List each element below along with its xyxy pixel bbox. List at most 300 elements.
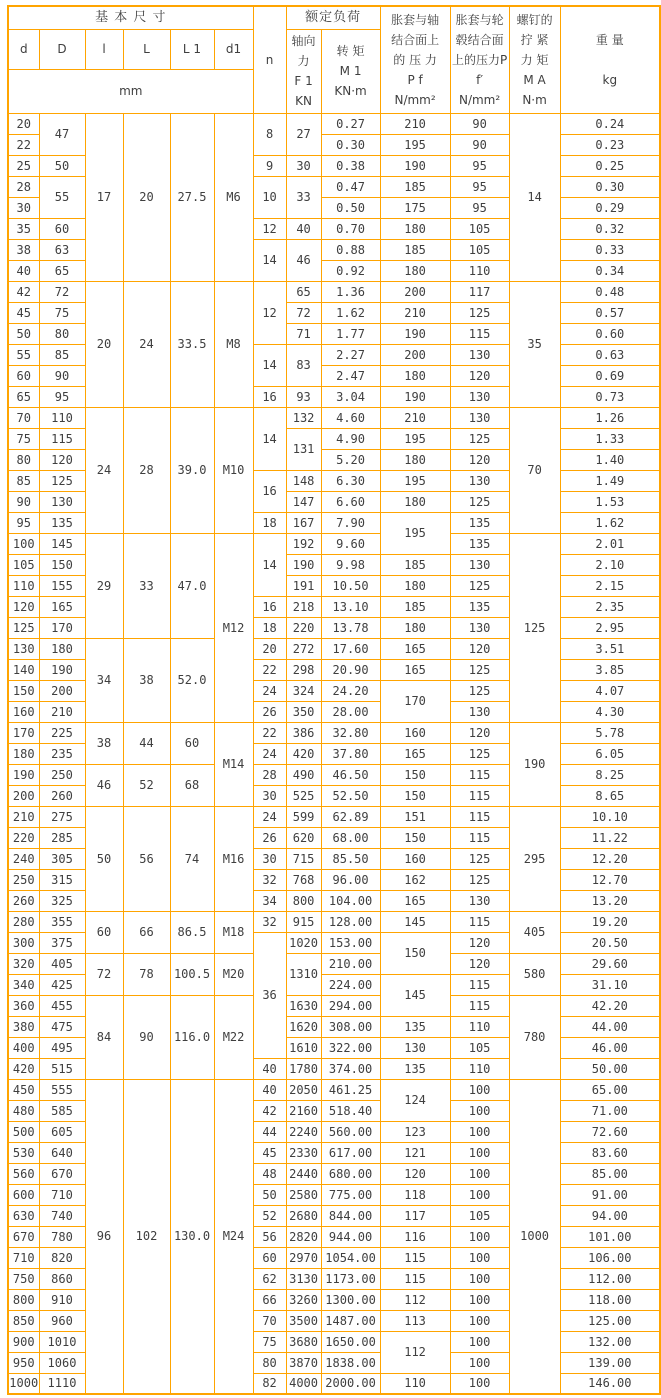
cell-Pfp: 100	[450, 1310, 509, 1331]
cell-M1: 944.00	[321, 1226, 380, 1247]
header-screw-torque: 螺钉的 拧 紧 力 矩 M A N·m	[509, 6, 560, 113]
cell-D: 820	[39, 1247, 85, 1268]
cell-D: 260	[39, 785, 85, 806]
cell-D: 80	[39, 323, 85, 344]
cell-D: 180	[39, 638, 85, 659]
cell-MA: 405	[509, 911, 560, 953]
cell-d: 210	[8, 806, 39, 827]
cell-Pf: 195	[380, 470, 450, 491]
cell-D: 120	[39, 449, 85, 470]
cell-n: 75	[253, 1331, 286, 1352]
cell-F1: 132	[286, 407, 321, 428]
cell-Pf: 195	[380, 428, 450, 449]
cell-d: 55	[8, 344, 39, 365]
cell-Pfp: 117	[450, 281, 509, 302]
cell-Pfp: 135	[450, 596, 509, 617]
cell-kg: 139.00	[560, 1352, 660, 1373]
cell-F1: 386	[286, 722, 321, 743]
cell-Pf: 175	[380, 197, 450, 218]
cell-l: 50	[85, 806, 123, 911]
cell-kg: 1.33	[560, 428, 660, 449]
cell-F1: 220	[286, 617, 321, 638]
cell-Pfp: 100	[450, 1289, 509, 1310]
cell-d: 260	[8, 890, 39, 911]
cell-Pf: 130	[380, 1037, 450, 1058]
cell-d: 480	[8, 1100, 39, 1121]
cell-kg: 31.10	[560, 974, 660, 995]
header-shaft-pressure: 胀套与轴 结合面上 的 压 力 P f N/mm²	[380, 6, 450, 113]
cell-Pfp: 120	[450, 449, 509, 470]
cell-d: 150	[8, 680, 39, 701]
cell-M1: 7.90	[321, 512, 380, 533]
cell-n: 14	[253, 344, 286, 386]
cell-M1: 3.04	[321, 386, 380, 407]
cell-F1: 1020	[286, 932, 321, 953]
cell-F1: 3870	[286, 1352, 321, 1373]
cell-n: 14	[253, 239, 286, 281]
cell-D: 250	[39, 764, 85, 785]
cell-F1: 2580	[286, 1184, 321, 1205]
cell-kg: 0.69	[560, 365, 660, 386]
cell-M1: 294.00	[321, 995, 380, 1016]
cell-D: 710	[39, 1184, 85, 1205]
cell-d: 320	[8, 953, 39, 974]
cell-Pfp: 100	[450, 1121, 509, 1142]
cell-M1: 32.80	[321, 722, 380, 743]
cell-F1: 2330	[286, 1142, 321, 1163]
cell-Pfp: 100	[450, 1268, 509, 1289]
cell-d: 120	[8, 596, 39, 617]
cell-Pf: 150	[380, 827, 450, 848]
cell-D: 355	[39, 911, 85, 932]
table-row	[8, 764, 660, 785]
cell-kg: 2.10	[560, 554, 660, 575]
cell-Pfp: 125	[450, 428, 509, 449]
cell-Pf: 123	[380, 1121, 450, 1142]
cell-M1: 68.00	[321, 827, 380, 848]
header-rated-load: 额定负荷	[286, 6, 380, 29]
cell-Pfp: 115	[450, 974, 509, 995]
cell-D: 225	[39, 722, 85, 743]
cell-kg: 72.60	[560, 1121, 660, 1142]
cell-d: 45	[8, 302, 39, 323]
cell-d: 800	[8, 1289, 39, 1310]
cell-Pf: 135	[380, 1058, 450, 1079]
cell-Pfp: 115	[450, 995, 509, 1016]
cell-D: 1110	[39, 1373, 85, 1394]
cell-kg: 1.49	[560, 470, 660, 491]
cell-Pfp: 130	[450, 470, 509, 491]
cell-kg: 19.20	[560, 911, 660, 932]
cell-Pf: 185	[380, 239, 450, 260]
cell-kg: 146.00	[560, 1373, 660, 1394]
cell-F1: 768	[286, 869, 321, 890]
cell-kg: 8.25	[560, 764, 660, 785]
cell-Pf: 124	[380, 1079, 450, 1121]
cell-Pf: 115	[380, 1247, 450, 1268]
cell-Pfp: 100	[450, 1226, 509, 1247]
cell-n: 12	[253, 218, 286, 239]
cell-kg: 10.10	[560, 806, 660, 827]
cell-D: 130	[39, 491, 85, 512]
cell-kg: 101.00	[560, 1226, 660, 1247]
cell-Pf: 135	[380, 1016, 450, 1037]
cell-M1: 560.00	[321, 1121, 380, 1142]
cell-Pfp: 125	[450, 680, 509, 701]
cell-d: 100	[8, 533, 39, 554]
cell-M1: 374.00	[321, 1058, 380, 1079]
cell-Pfp: 115	[450, 827, 509, 848]
cell-d: 670	[8, 1226, 39, 1247]
cell-L: 52	[123, 764, 170, 806]
cell-M1: 1300.00	[321, 1289, 380, 1310]
cell-L: 56	[123, 806, 170, 911]
cell-D: 640	[39, 1142, 85, 1163]
cell-D: 325	[39, 890, 85, 911]
cell-kg: 2.01	[560, 533, 660, 554]
cell-Pfp: 100	[450, 1184, 509, 1205]
cell-D: 455	[39, 995, 85, 1016]
cell-F1: 800	[286, 890, 321, 911]
cell-M1: 1173.00	[321, 1268, 380, 1289]
cell-D: 155	[39, 575, 85, 596]
cell-M1: 9.98	[321, 554, 380, 575]
cell-Pfp: 130	[450, 386, 509, 407]
cell-M1: 46.50	[321, 764, 380, 785]
cell-n: 48	[253, 1163, 286, 1184]
cell-M1: 4.60	[321, 407, 380, 428]
cell-Pf: 115	[380, 1268, 450, 1289]
cell-d: 280	[8, 911, 39, 932]
cell-D: 55	[39, 176, 85, 218]
cell-Pfp: 130	[450, 890, 509, 911]
cell-d: 1000	[8, 1373, 39, 1394]
cell-Pf: 150	[380, 932, 450, 974]
cell-Pf: 190	[380, 155, 450, 176]
cell-F1: 191	[286, 575, 321, 596]
cell-n: 22	[253, 722, 286, 743]
cell-kg: 0.24	[560, 113, 660, 134]
cell-n: 14	[253, 407, 286, 470]
table-body	[8, 113, 660, 1394]
cell-M1: 85.50	[321, 848, 380, 869]
cell-kg: 0.25	[560, 155, 660, 176]
cell-kg: 1.40	[560, 449, 660, 470]
cell-n: 60	[253, 1247, 286, 1268]
cell-Pf: 145	[380, 911, 450, 932]
cell-D: 60	[39, 218, 85, 239]
cell-L1: 47.0	[170, 533, 214, 638]
cell-kg: 125.00	[560, 1310, 660, 1331]
cell-Pfp: 100	[450, 1352, 509, 1373]
cell-kg: 11.22	[560, 827, 660, 848]
cell-D: 170	[39, 617, 85, 638]
cell-F1: 2160	[286, 1100, 321, 1121]
cell-n: 80	[253, 1352, 286, 1373]
cell-Pfp: 130	[450, 554, 509, 575]
cell-Pf: 145	[380, 974, 450, 1016]
cell-F1: 420	[286, 743, 321, 764]
cell-n: 56	[253, 1226, 286, 1247]
cell-kg: 65.00	[560, 1079, 660, 1100]
cell-n: 8	[253, 113, 286, 155]
cell-Pf: 120	[380, 1163, 450, 1184]
cell-l: 72	[85, 953, 123, 995]
cell-F1: 1610	[286, 1037, 321, 1058]
cell-kg: 2.35	[560, 596, 660, 617]
cell-Pf: 150	[380, 785, 450, 806]
cell-Pfp: 125	[450, 491, 509, 512]
cell-kg: 71.00	[560, 1100, 660, 1121]
cell-Pfp: 105	[450, 1037, 509, 1058]
cell-d: 25	[8, 155, 39, 176]
cell-M1: 0.92	[321, 260, 380, 281]
header-l: l	[85, 29, 123, 69]
cell-D: 125	[39, 470, 85, 491]
cell-F1: 620	[286, 827, 321, 848]
cell-D: 165	[39, 596, 85, 617]
cell-L1: 74	[170, 806, 214, 911]
cell-n: 82	[253, 1373, 286, 1394]
cell-F1: 599	[286, 806, 321, 827]
cell-L: 33	[123, 533, 170, 638]
cell-d: 105	[8, 554, 39, 575]
cell-d1: M20	[214, 953, 253, 995]
cell-D: 585	[39, 1100, 85, 1121]
cell-kg: 8.65	[560, 785, 660, 806]
cell-F1: 3260	[286, 1289, 321, 1310]
cell-Pfp: 135	[450, 533, 509, 554]
cell-d: 600	[8, 1184, 39, 1205]
cell-M1: 0.30	[321, 134, 380, 155]
cell-kg: 132.00	[560, 1331, 660, 1352]
cell-kg: 0.23	[560, 134, 660, 155]
cell-D: 235	[39, 743, 85, 764]
table-row	[8, 806, 660, 827]
cell-F1: 148	[286, 470, 321, 491]
cell-Pfp: 95	[450, 176, 509, 197]
cell-M1: 62.89	[321, 806, 380, 827]
cell-d: 75	[8, 428, 39, 449]
cell-F1: 2050	[286, 1079, 321, 1100]
cell-kg: 4.30	[560, 701, 660, 722]
cell-kg: 0.48	[560, 281, 660, 302]
cell-Pfp: 130	[450, 617, 509, 638]
cell-n: 40	[253, 1058, 286, 1079]
cell-kg: 106.00	[560, 1247, 660, 1268]
cell-l: 29	[85, 533, 123, 638]
spec-table	[7, 5, 661, 1395]
cell-D: 475	[39, 1016, 85, 1037]
cell-n: 16	[253, 596, 286, 617]
cell-kg: 0.63	[560, 344, 660, 365]
cell-Pf: 118	[380, 1184, 450, 1205]
cell-Pf: 112	[380, 1289, 450, 1310]
cell-Pf: 195	[380, 512, 450, 554]
cell-M1: 13.10	[321, 596, 380, 617]
cell-n: 70	[253, 1310, 286, 1331]
cell-kg: 0.32	[560, 218, 660, 239]
cell-d1: M16	[214, 806, 253, 911]
table-row	[8, 1079, 660, 1100]
cell-L: 66	[123, 911, 170, 953]
cell-Pfp: 120	[450, 722, 509, 743]
cell-L1: 100.5	[170, 953, 214, 995]
cell-F1: 1620	[286, 1016, 321, 1037]
cell-n: 18	[253, 512, 286, 533]
cell-D: 285	[39, 827, 85, 848]
cell-M1: 2.27	[321, 344, 380, 365]
cell-L1: 33.5	[170, 281, 214, 407]
cell-d: 42	[8, 281, 39, 302]
cell-L: 44	[123, 722, 170, 764]
cell-d: 20	[8, 113, 39, 134]
cell-n: 32	[253, 911, 286, 932]
cell-D: 1060	[39, 1352, 85, 1373]
cell-Pfp: 120	[450, 953, 509, 974]
cell-Pfp: 100	[450, 1163, 509, 1184]
cell-M1: 6.30	[321, 470, 380, 491]
header-weight: 重 量 kg	[560, 6, 660, 113]
cell-kg: 85.00	[560, 1163, 660, 1184]
cell-kg: 20.50	[560, 932, 660, 953]
cell-D: 85	[39, 344, 85, 365]
cell-d1: M10	[214, 407, 253, 533]
cell-D: 425	[39, 974, 85, 995]
cell-d: 190	[8, 764, 39, 785]
cell-n: 14	[253, 533, 286, 596]
cell-M1: 1650.00	[321, 1331, 380, 1352]
cell-Pfp: 100	[450, 1247, 509, 1268]
cell-n: 12	[253, 281, 286, 344]
cell-F1: 147	[286, 491, 321, 512]
cell-D: 50	[39, 155, 85, 176]
cell-Pfp: 130	[450, 407, 509, 428]
cell-d1: M6	[214, 113, 253, 281]
cell-F1: 1780	[286, 1058, 321, 1079]
cell-Pf: 180	[380, 218, 450, 239]
cell-d: 35	[8, 218, 39, 239]
cell-Pfp: 95	[450, 155, 509, 176]
cell-d: 500	[8, 1121, 39, 1142]
cell-D: 95	[39, 386, 85, 407]
cell-d: 70	[8, 407, 39, 428]
cell-L: 90	[123, 995, 170, 1079]
cell-M1: 224.00	[321, 974, 380, 995]
cell-Pfp: 120	[450, 365, 509, 386]
cell-d: 420	[8, 1058, 39, 1079]
cell-L: 78	[123, 953, 170, 995]
cell-M1: 1.77	[321, 323, 380, 344]
cell-Pf: 112	[380, 1331, 450, 1373]
header-d1: d1	[214, 29, 253, 69]
cell-D: 960	[39, 1310, 85, 1331]
header-torque: 转 矩 M 1 KN·m	[321, 29, 380, 113]
cell-n: 24	[253, 743, 286, 764]
cell-d: 710	[8, 1247, 39, 1268]
cell-M1: 104.00	[321, 890, 380, 911]
cell-Pfp: 100	[450, 1100, 509, 1121]
cell-Pfp: 95	[450, 197, 509, 218]
cell-d1: M18	[214, 911, 253, 953]
cell-M1: 37.80	[321, 743, 380, 764]
cell-d: 850	[8, 1310, 39, 1331]
cell-Pfp: 110	[450, 1058, 509, 1079]
cell-M1: 0.38	[321, 155, 380, 176]
cell-n: 34	[253, 890, 286, 911]
cell-F1: 1630	[286, 995, 321, 1016]
cell-M1: 128.00	[321, 911, 380, 932]
cell-l: 17	[85, 113, 123, 281]
cell-MA: 780	[509, 995, 560, 1079]
cell-Pf: 151	[380, 806, 450, 827]
cell-Pf: 121	[380, 1142, 450, 1163]
cell-kg: 0.34	[560, 260, 660, 281]
cell-d: 900	[8, 1331, 39, 1352]
cell-Pfp: 115	[450, 806, 509, 827]
cell-D: 72	[39, 281, 85, 302]
cell-n: 9	[253, 155, 286, 176]
cell-F1: 83	[286, 344, 321, 386]
cell-M1: 13.78	[321, 617, 380, 638]
cell-Pf: 210	[380, 302, 450, 323]
cell-l: 34	[85, 638, 123, 722]
cell-kg: 0.33	[560, 239, 660, 260]
cell-M1: 20.90	[321, 659, 380, 680]
cell-n: 24	[253, 806, 286, 827]
table-row	[8, 995, 660, 1016]
cell-Pf: 185	[380, 596, 450, 617]
cell-Pf: 165	[380, 638, 450, 659]
cell-Pfp: 115	[450, 911, 509, 932]
cell-n: 44	[253, 1121, 286, 1142]
cell-Pf: 210	[380, 113, 450, 134]
cell-Pfp: 130	[450, 701, 509, 722]
cell-M1: 2000.00	[321, 1373, 380, 1394]
cell-kg: 2.95	[560, 617, 660, 638]
cell-l: 38	[85, 722, 123, 764]
cell-MA: 35	[509, 281, 560, 407]
cell-n: 30	[253, 848, 286, 869]
table-row	[8, 911, 660, 932]
cell-Pfp: 120	[450, 932, 509, 953]
cell-l: 24	[85, 407, 123, 533]
header-row-1	[8, 6, 660, 29]
cell-n: 30	[253, 785, 286, 806]
cell-Pfp: 125	[450, 659, 509, 680]
cell-Pfp: 115	[450, 323, 509, 344]
cell-d1: M14	[214, 722, 253, 806]
cell-D: 495	[39, 1037, 85, 1058]
cell-d: 28	[8, 176, 39, 197]
cell-Pfp: 125	[450, 869, 509, 890]
cell-M1: 0.27	[321, 113, 380, 134]
cell-D: 305	[39, 848, 85, 869]
cell-Pf: 113	[380, 1310, 450, 1331]
cell-F1: 65	[286, 281, 321, 302]
cell-MA: 14	[509, 113, 560, 281]
cell-D: 1010	[39, 1331, 85, 1352]
cell-n: 26	[253, 701, 286, 722]
cell-MA: 1000	[509, 1079, 560, 1394]
cell-F1: 298	[286, 659, 321, 680]
cell-M1: 1054.00	[321, 1247, 380, 1268]
cell-kg: 2.15	[560, 575, 660, 596]
cell-d: 38	[8, 239, 39, 260]
cell-F1: 3130	[286, 1268, 321, 1289]
header-n: n	[253, 6, 286, 113]
cell-l: 84	[85, 995, 123, 1079]
